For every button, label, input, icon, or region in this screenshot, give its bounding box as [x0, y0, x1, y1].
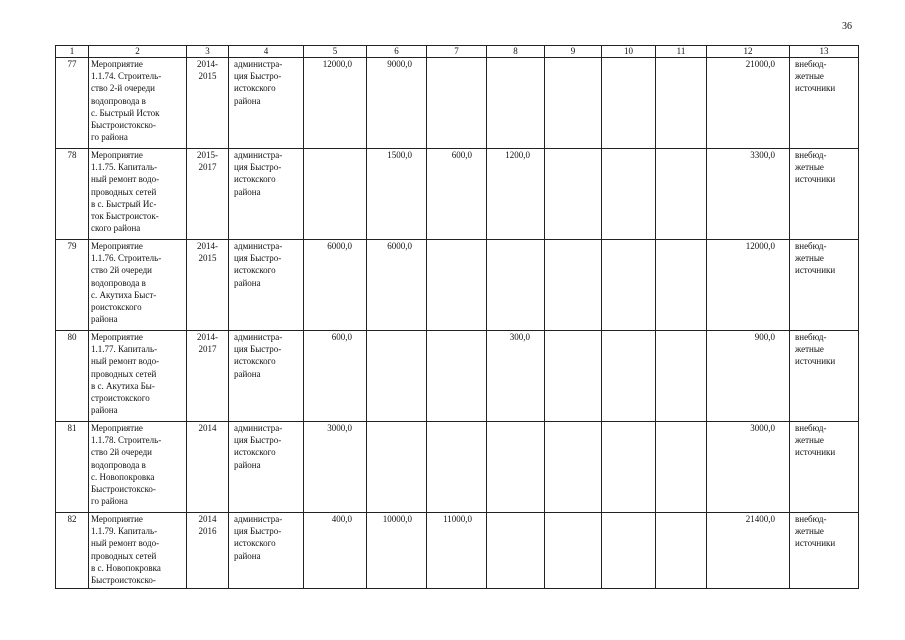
funding-source-cell: внебюд- жетные источники	[790, 240, 859, 331]
header-cell: 1	[56, 46, 89, 58]
years-cell: 2014- 2017	[187, 331, 229, 422]
header-cell: 2	[89, 46, 187, 58]
amount-col7-cell	[427, 58, 487, 149]
executor-cell: администра- ция Быстро- истокского района	[229, 58, 304, 149]
amount-col11-cell	[656, 149, 707, 240]
row-number-cell: 78	[56, 149, 89, 240]
amount-col8-cell	[487, 422, 545, 513]
amount-col9-cell	[545, 58, 602, 149]
measure-name-cell: Мероприятие 1.1.79. Капиталь- ный ремонт водо- проводных сетей в с. Новопокровка Быстроистокско-	[89, 513, 187, 589]
amount-col11-cell	[656, 58, 707, 149]
amount-col10-cell	[602, 149, 656, 240]
executor-cell: администра- ция Быстро- истокского района	[229, 513, 304, 589]
amount-col6-cell: 10000,0	[367, 513, 427, 589]
amount-col9-cell	[545, 513, 602, 589]
amount-col11-cell	[656, 240, 707, 331]
header-cell: 8	[487, 46, 545, 58]
row-number-cell: 80	[56, 331, 89, 422]
amount-col8-cell	[487, 58, 545, 149]
amount-col9-cell	[545, 149, 602, 240]
amount-col11-cell	[656, 513, 707, 589]
table-row	[56, 513, 859, 589]
amount-total-cell: 12000,0	[707, 240, 790, 331]
amount-total-cell: 21000,0	[707, 58, 790, 149]
amount-col6-cell	[367, 331, 427, 422]
amount-col5-cell: 12000,0	[304, 58, 367, 149]
years-cell: 2014	[187, 422, 229, 513]
row-number-cell: 81	[56, 422, 89, 513]
executor-cell: администра- ция Быстро- истокского района	[229, 331, 304, 422]
executor-cell: администра- ция Быстро- истокского района	[229, 149, 304, 240]
amount-col5-cell	[304, 149, 367, 240]
header-cell: 9	[545, 46, 602, 58]
table-row	[56, 422, 859, 513]
header-cell: 13	[790, 46, 859, 58]
amount-col7-cell: 11000,0	[427, 513, 487, 589]
funding-source-cell: внебюд- жетные источники	[790, 331, 859, 422]
header-cell: 12	[707, 46, 790, 58]
amount-col11-cell	[656, 331, 707, 422]
amount-col5-cell: 6000,0	[304, 240, 367, 331]
amount-col5-cell: 3000,0	[304, 422, 367, 513]
years-cell: 2014- 2015	[187, 58, 229, 149]
amount-col7-cell	[427, 331, 487, 422]
header-cell: 11	[656, 46, 707, 58]
executor-cell: администра- ция Быстро- истокского района	[229, 240, 304, 331]
amount-col6-cell	[367, 422, 427, 513]
amount-col9-cell	[545, 422, 602, 513]
amount-col7-cell	[427, 240, 487, 331]
amount-col8-cell	[487, 513, 545, 589]
amount-col6-cell: 1500,0	[367, 149, 427, 240]
row-number-cell: 79	[56, 240, 89, 331]
amount-total-cell: 3000,0	[707, 422, 790, 513]
header-cell: 7	[427, 46, 487, 58]
amount-col7-cell: 600,0	[427, 149, 487, 240]
amount-col10-cell	[602, 58, 656, 149]
years-cell: 2014 2016	[187, 513, 229, 589]
amount-col6-cell: 9000,0	[367, 58, 427, 149]
funding-source-cell: внебюд- жетные источники	[790, 513, 859, 589]
amount-col8-cell: 1200,0	[487, 149, 545, 240]
measure-name-cell: Мероприятие 1.1.77. Капиталь- ный ремонт водо- проводных сетей в с. Акутиха Бы- строистокского района	[89, 331, 187, 422]
header-cell: 3	[187, 46, 229, 58]
budget-table	[55, 45, 859, 589]
row-number-cell: 82	[56, 513, 89, 589]
amount-total-cell: 21400,0	[707, 513, 790, 589]
measure-name-cell: Мероприятие 1.1.75. Капиталь- ный ремонт водо- проводных сетей в с. Быстрый Ис- ток Быстроисток- ского района	[89, 149, 187, 240]
amount-col8-cell: 300,0	[487, 331, 545, 422]
executor-cell: администра- ция Быстро- истокского района	[229, 422, 304, 513]
amount-total-cell: 900,0	[707, 331, 790, 422]
row-number-cell: 77	[56, 58, 89, 149]
amount-col9-cell	[545, 331, 602, 422]
amount-col6-cell: 6000,0	[367, 240, 427, 331]
amount-col5-cell: 600,0	[304, 331, 367, 422]
header-cell: 4	[229, 46, 304, 58]
table-row	[56, 58, 859, 149]
amount-col8-cell	[487, 240, 545, 331]
measure-name-cell: Мероприятие 1.1.76. Строитель- ство 2й очереди водопровода в с. Акутиха Быст- роистокского района	[89, 240, 187, 331]
page-number: 36	[842, 21, 852, 32]
table-row	[56, 149, 859, 240]
header-row	[56, 46, 859, 58]
funding-source-cell: внебюд- жетные источники	[790, 58, 859, 149]
amount-col10-cell	[602, 240, 656, 331]
amount-col9-cell	[545, 240, 602, 331]
header-cell: 10	[602, 46, 656, 58]
amount-col7-cell	[427, 422, 487, 513]
years-cell: 2015- 2017	[187, 149, 229, 240]
funding-source-cell: внебюд- жетные источники	[790, 149, 859, 240]
header-cell: 5	[304, 46, 367, 58]
amount-col10-cell	[602, 422, 656, 513]
measure-name-cell: Мероприятие 1.1.78. Строитель- ство 2й очереди водопровода в с. Новопокровка Быстроистокско- го района	[89, 422, 187, 513]
amount-total-cell: 3300,0	[707, 149, 790, 240]
table-row	[56, 331, 859, 422]
header-cell: 6	[367, 46, 427, 58]
amount-col10-cell	[602, 513, 656, 589]
amount-col5-cell: 400,0	[304, 513, 367, 589]
measure-name-cell: Мероприятие 1.1.74. Строитель- ство 2-й очереди водопровода в с. Быстрый Исток Быстроистокско- го района	[89, 58, 187, 149]
funding-source-cell: внебюд- жетные источники	[790, 422, 859, 513]
amount-col10-cell	[602, 331, 656, 422]
amount-col11-cell	[656, 422, 707, 513]
table-row	[56, 240, 859, 331]
years-cell: 2014- 2015	[187, 240, 229, 331]
